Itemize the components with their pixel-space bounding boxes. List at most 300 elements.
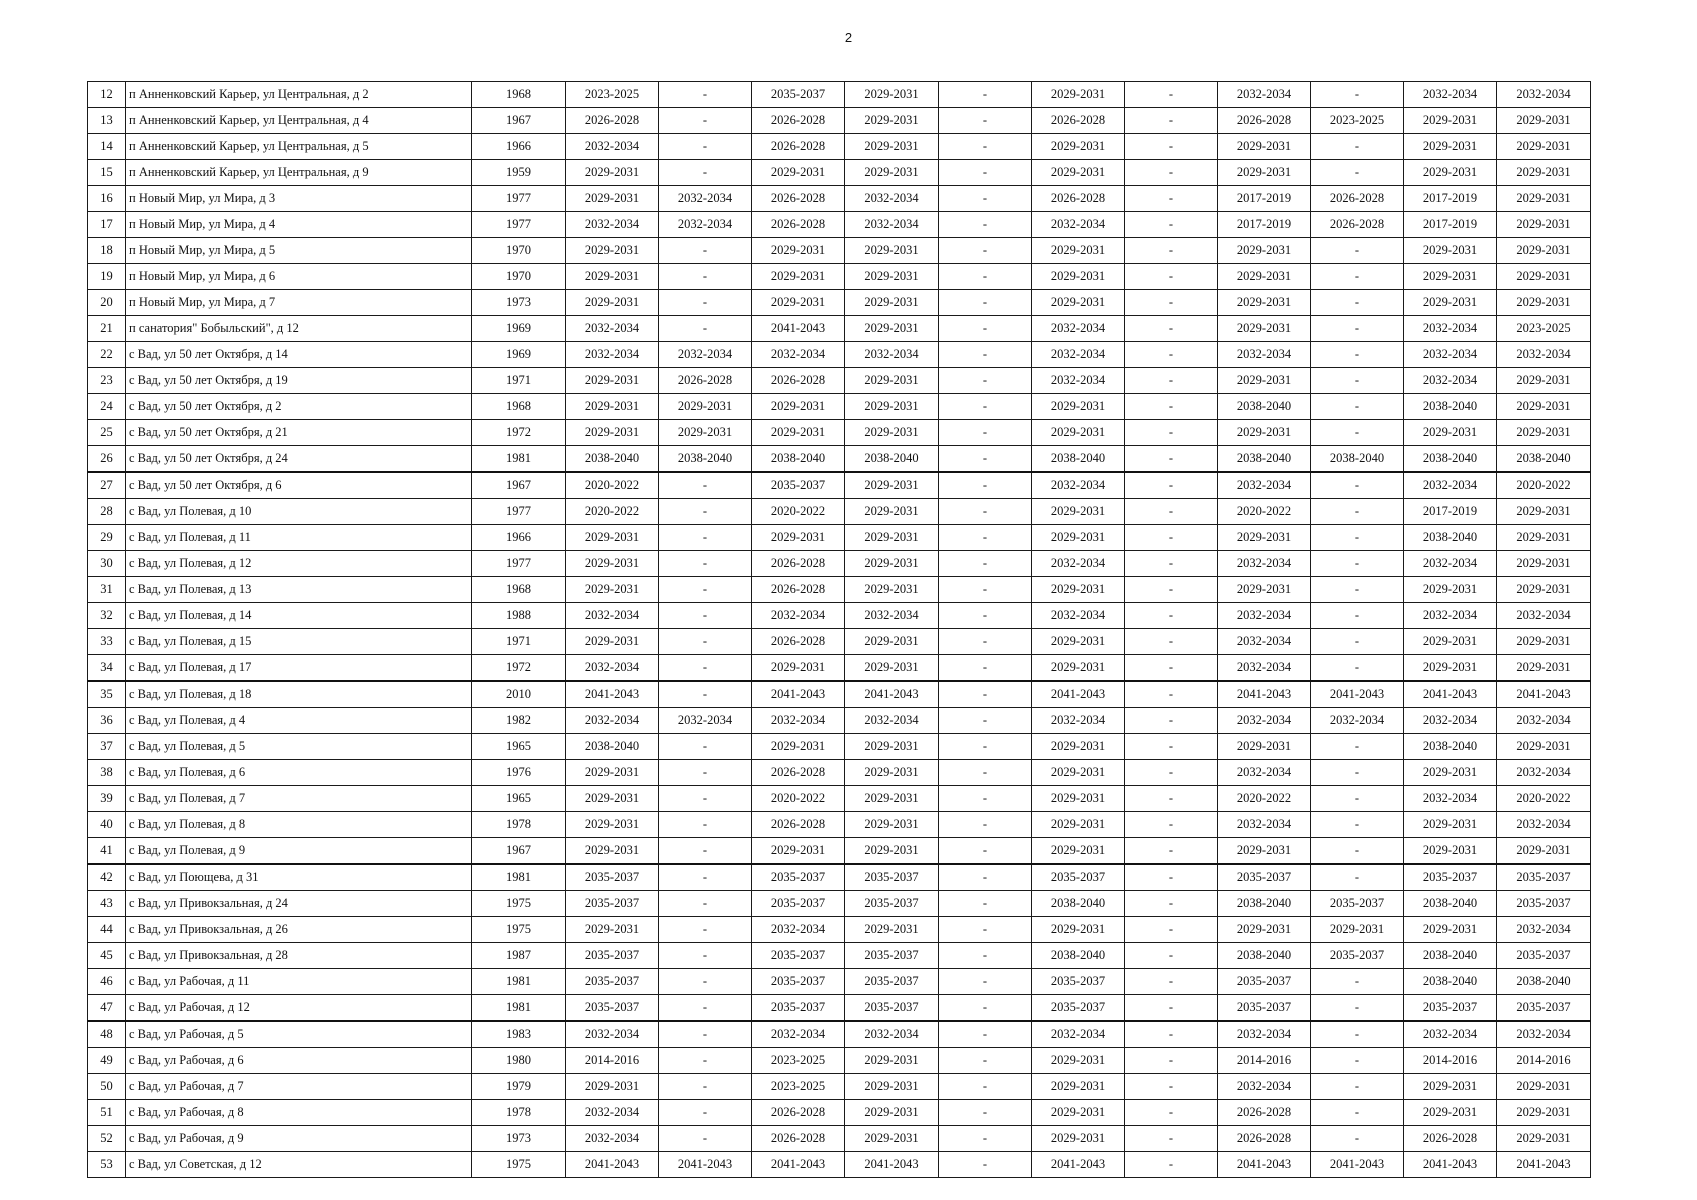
cell-period-10: 2032-2034 xyxy=(1404,786,1497,812)
cell-period-5: - xyxy=(939,891,1032,917)
cell-period-4: 2029-2031 xyxy=(845,82,939,108)
cell-period-11: 2032-2034 xyxy=(1497,82,1591,108)
cell-period-7: - xyxy=(1125,472,1218,499)
cell-period-1: 2035-2037 xyxy=(566,969,659,995)
cell-period-1: 2029-2031 xyxy=(566,629,659,655)
cell-period-11: 2029-2031 xyxy=(1497,264,1591,290)
cell-period-6: 2029-2031 xyxy=(1032,290,1125,316)
cell-period-1: 2032-2034 xyxy=(566,1100,659,1126)
cell-period-9: - xyxy=(1311,394,1404,420)
cell-period-6: 2032-2034 xyxy=(1032,551,1125,577)
table-row xyxy=(88,917,1591,943)
cell-period-3: 2035-2037 xyxy=(752,472,845,499)
cell-period-9: - xyxy=(1311,1048,1404,1074)
cell-year-built: 1972 xyxy=(472,655,566,682)
cell-period-3: 2038-2040 xyxy=(752,446,845,473)
table-row xyxy=(88,420,1591,446)
cell-year-built: 1977 xyxy=(472,551,566,577)
cell-year-built: 1969 xyxy=(472,342,566,368)
cell-row-number: 35 xyxy=(88,681,126,708)
cell-period-8: 2038-2040 xyxy=(1218,446,1311,473)
cell-period-11: 2038-2040 xyxy=(1497,446,1591,473)
cell-period-6: 2029-2031 xyxy=(1032,1100,1125,1126)
cell-period-10: 2017-2019 xyxy=(1404,212,1497,238)
cell-period-7: - xyxy=(1125,786,1218,812)
cell-year-built: 1981 xyxy=(472,864,566,891)
cell-period-2: - xyxy=(659,525,752,551)
cell-period-2: 2041-2043 xyxy=(659,1152,752,1178)
cell-period-9: - xyxy=(1311,499,1404,525)
cell-period-6: 2029-2031 xyxy=(1032,812,1125,838)
cell-year-built: 1968 xyxy=(472,82,566,108)
cell-period-2: 2026-2028 xyxy=(659,368,752,394)
cell-address: с Вад, ул Рабочая, д 7 xyxy=(126,1074,472,1100)
cell-period-10: 2038-2040 xyxy=(1404,525,1497,551)
cell-period-1: 2038-2040 xyxy=(566,446,659,473)
cell-period-1: 2026-2028 xyxy=(566,108,659,134)
cell-address: с Вад, ул Полевая, д 15 xyxy=(126,629,472,655)
cell-period-4: 2035-2037 xyxy=(845,995,939,1022)
cell-address: с Вад, ул Полевая, д 6 xyxy=(126,760,472,786)
cell-period-6: 2029-2031 xyxy=(1032,134,1125,160)
cell-period-11: 2029-2031 xyxy=(1497,290,1591,316)
cell-period-5: - xyxy=(939,917,1032,943)
cell-address: с Вад, ул Советская, д 12 xyxy=(126,1152,472,1178)
cell-period-10: 2032-2034 xyxy=(1404,708,1497,734)
cell-year-built: 2010 xyxy=(472,681,566,708)
cell-period-1: 2023-2025 xyxy=(566,82,659,108)
cell-row-number: 41 xyxy=(88,838,126,865)
cell-period-4: 2029-2031 xyxy=(845,1074,939,1100)
cell-period-6: 2029-2031 xyxy=(1032,1126,1125,1152)
cell-period-1: 2032-2034 xyxy=(566,1021,659,1048)
cell-period-2: - xyxy=(659,629,752,655)
cell-period-3: 2035-2037 xyxy=(752,891,845,917)
cell-period-2: - xyxy=(659,969,752,995)
cell-period-2: - xyxy=(659,655,752,682)
cell-period-1: 2032-2034 xyxy=(566,1126,659,1152)
cell-period-6: 2029-2031 xyxy=(1032,499,1125,525)
cell-period-9: - xyxy=(1311,238,1404,264)
cell-period-1: 2029-2031 xyxy=(566,786,659,812)
table-row xyxy=(88,238,1591,264)
cell-period-8: 2035-2037 xyxy=(1218,969,1311,995)
cell-period-7: - xyxy=(1125,734,1218,760)
cell-address: с Вад, ул Полевая, д 10 xyxy=(126,499,472,525)
table-row xyxy=(88,394,1591,420)
cell-period-5: - xyxy=(939,681,1032,708)
cell-address: п санатория" Бобыльский", д 12 xyxy=(126,316,472,342)
cell-address: п Анненковский Карьер, ул Центральная, д 5 xyxy=(126,134,472,160)
cell-period-1: 2032-2034 xyxy=(566,212,659,238)
cell-period-6: 2029-2031 xyxy=(1032,655,1125,682)
cell-period-2: 2032-2034 xyxy=(659,186,752,212)
cell-period-4: 2029-2031 xyxy=(845,577,939,603)
cell-year-built: 1988 xyxy=(472,603,566,629)
cell-year-built: 1967 xyxy=(472,108,566,134)
cell-period-5: - xyxy=(939,186,1032,212)
cell-period-5: - xyxy=(939,708,1032,734)
cell-period-1: 2032-2034 xyxy=(566,342,659,368)
cell-period-9: - xyxy=(1311,786,1404,812)
cell-period-1: 2035-2037 xyxy=(566,864,659,891)
page-number: 2 xyxy=(844,30,853,45)
table-row xyxy=(88,264,1591,290)
cell-period-11: 2029-2031 xyxy=(1497,525,1591,551)
cell-row-number: 15 xyxy=(88,160,126,186)
cell-address: с Вад, ул 50 лет Октября, д 24 xyxy=(126,446,472,473)
cell-period-8: 2032-2034 xyxy=(1218,472,1311,499)
cell-period-5: - xyxy=(939,969,1032,995)
cell-period-4: 2029-2031 xyxy=(845,394,939,420)
cell-period-3: 2029-2031 xyxy=(752,264,845,290)
table-row xyxy=(88,1100,1591,1126)
cell-period-5: - xyxy=(939,864,1032,891)
cell-period-3: 2041-2043 xyxy=(752,681,845,708)
cell-period-9: - xyxy=(1311,472,1404,499)
cell-period-3: 2041-2043 xyxy=(752,1152,845,1178)
cell-period-3: 2029-2031 xyxy=(752,838,845,865)
cell-period-7: - xyxy=(1125,446,1218,473)
cell-period-6: 2026-2028 xyxy=(1032,108,1125,134)
cell-period-10: 2032-2034 xyxy=(1404,1021,1497,1048)
cell-period-2: - xyxy=(659,864,752,891)
cell-period-6: 2029-2031 xyxy=(1032,1074,1125,1100)
cell-period-5: - xyxy=(939,394,1032,420)
cell-year-built: 1970 xyxy=(472,264,566,290)
cell-year-built: 1971 xyxy=(472,368,566,394)
cell-period-4: 2029-2031 xyxy=(845,1048,939,1074)
cell-period-4: 2029-2031 xyxy=(845,760,939,786)
cell-period-11: 2029-2031 xyxy=(1497,238,1591,264)
table-row xyxy=(88,786,1591,812)
cell-period-7: - xyxy=(1125,82,1218,108)
cell-year-built: 1968 xyxy=(472,577,566,603)
table-row xyxy=(88,864,1591,891)
cell-row-number: 49 xyxy=(88,1048,126,1074)
cell-address: п Анненковский Карьер, ул Центральная, д 2 xyxy=(126,82,472,108)
cell-period-9: - xyxy=(1311,134,1404,160)
table-row xyxy=(88,316,1591,342)
table-row xyxy=(88,891,1591,917)
cell-period-5: - xyxy=(939,238,1032,264)
cell-period-9: - xyxy=(1311,342,1404,368)
cell-period-11: 2038-2040 xyxy=(1497,969,1591,995)
cell-period-8: 2029-2031 xyxy=(1218,917,1311,943)
cell-period-2: - xyxy=(659,1074,752,1100)
cell-period-9: - xyxy=(1311,655,1404,682)
cell-period-10: 2032-2034 xyxy=(1404,551,1497,577)
cell-row-number: 37 xyxy=(88,734,126,760)
cell-period-11: 2035-2037 xyxy=(1497,943,1591,969)
cell-period-4: 2029-2031 xyxy=(845,812,939,838)
cell-period-6: 2029-2031 xyxy=(1032,394,1125,420)
cell-period-4: 2029-2031 xyxy=(845,134,939,160)
cell-period-2: - xyxy=(659,1100,752,1126)
cell-period-7: - xyxy=(1125,108,1218,134)
cell-period-8: 2029-2031 xyxy=(1218,838,1311,865)
cell-period-4: 2029-2031 xyxy=(845,316,939,342)
cell-period-1: 2035-2037 xyxy=(566,995,659,1022)
cell-period-7: - xyxy=(1125,264,1218,290)
cell-period-3: 2029-2031 xyxy=(752,420,845,446)
cell-period-4: 2032-2034 xyxy=(845,186,939,212)
cell-period-5: - xyxy=(939,655,1032,682)
cell-period-1: 2038-2040 xyxy=(566,734,659,760)
cell-period-9: - xyxy=(1311,264,1404,290)
cell-period-5: - xyxy=(939,812,1032,838)
cell-period-10: 2014-2016 xyxy=(1404,1048,1497,1074)
cell-period-9: - xyxy=(1311,629,1404,655)
cell-period-9: - xyxy=(1311,316,1404,342)
cell-period-1: 2029-2031 xyxy=(566,186,659,212)
cell-period-1: 2032-2034 xyxy=(566,603,659,629)
cell-address: с Вад, ул 50 лет Октября, д 19 xyxy=(126,368,472,394)
cell-period-7: - xyxy=(1125,1048,1218,1074)
cell-row-number: 16 xyxy=(88,186,126,212)
cell-address: п Новый Мир, ул Мира, д 7 xyxy=(126,290,472,316)
cell-period-4: 2029-2031 xyxy=(845,551,939,577)
cell-year-built: 1968 xyxy=(472,394,566,420)
cell-year-built: 1981 xyxy=(472,995,566,1022)
cell-period-8: 2032-2034 xyxy=(1218,342,1311,368)
cell-period-4: 2029-2031 xyxy=(845,1100,939,1126)
cell-period-8: 2035-2037 xyxy=(1218,995,1311,1022)
cell-period-5: - xyxy=(939,1074,1032,1100)
cell-period-5: - xyxy=(939,760,1032,786)
cell-period-10: 2029-2031 xyxy=(1404,1100,1497,1126)
cell-period-3: 2029-2031 xyxy=(752,394,845,420)
cell-period-8: 2041-2043 xyxy=(1218,1152,1311,1178)
cell-year-built: 1967 xyxy=(472,472,566,499)
cell-period-10: 2032-2034 xyxy=(1404,316,1497,342)
cell-period-11: 2035-2037 xyxy=(1497,864,1591,891)
cell-period-8: 2032-2034 xyxy=(1218,551,1311,577)
cell-address: п Анненковский Карьер, ул Центральная, д 4 xyxy=(126,108,472,134)
table-row xyxy=(88,1021,1591,1048)
cell-period-4: 2041-2043 xyxy=(845,1152,939,1178)
cell-period-8: 2029-2031 xyxy=(1218,734,1311,760)
table-row xyxy=(88,995,1591,1022)
cell-period-2: 2032-2034 xyxy=(659,212,752,238)
cell-period-2: 2038-2040 xyxy=(659,446,752,473)
cell-row-number: 53 xyxy=(88,1152,126,1178)
cell-period-10: 2029-2031 xyxy=(1404,134,1497,160)
cell-period-10: 2038-2040 xyxy=(1404,394,1497,420)
cell-period-5: - xyxy=(939,629,1032,655)
cell-period-7: - xyxy=(1125,943,1218,969)
table-row xyxy=(88,1048,1591,1074)
cell-period-1: 2032-2034 xyxy=(566,708,659,734)
cell-period-10: 2029-2031 xyxy=(1404,290,1497,316)
cell-period-3: 2026-2028 xyxy=(752,186,845,212)
cell-period-5: - xyxy=(939,943,1032,969)
cell-row-number: 25 xyxy=(88,420,126,446)
cell-period-9: 2038-2040 xyxy=(1311,446,1404,473)
cell-period-2: - xyxy=(659,264,752,290)
cell-period-4: 2041-2043 xyxy=(845,681,939,708)
cell-row-number: 29 xyxy=(88,525,126,551)
cell-period-4: 2029-2031 xyxy=(845,917,939,943)
cell-period-2: 2029-2031 xyxy=(659,394,752,420)
table-row xyxy=(88,655,1591,682)
cell-row-number: 51 xyxy=(88,1100,126,1126)
cell-year-built: 1978 xyxy=(472,1100,566,1126)
cell-address: п Анненковский Карьер, ул Центральная, д 9 xyxy=(126,160,472,186)
cell-period-8: 2032-2034 xyxy=(1218,655,1311,682)
cell-period-1: 2029-2031 xyxy=(566,420,659,446)
cell-period-1: 2032-2034 xyxy=(566,316,659,342)
cell-row-number: 14 xyxy=(88,134,126,160)
cell-period-6: 2029-2031 xyxy=(1032,786,1125,812)
table-row xyxy=(88,186,1591,212)
cell-period-8: 2026-2028 xyxy=(1218,1100,1311,1126)
cell-address: с Вад, ул 50 лет Октября, д 6 xyxy=(126,472,472,499)
cell-period-9: 2032-2034 xyxy=(1311,708,1404,734)
cell-period-7: - xyxy=(1125,1021,1218,1048)
cell-period-4: 2032-2034 xyxy=(845,603,939,629)
cell-period-7: - xyxy=(1125,603,1218,629)
cell-row-number: 30 xyxy=(88,551,126,577)
cell-period-8: 2020-2022 xyxy=(1218,786,1311,812)
cell-period-7: - xyxy=(1125,420,1218,446)
cell-period-1: 2032-2034 xyxy=(566,134,659,160)
cell-period-5: - xyxy=(939,316,1032,342)
cell-row-number: 40 xyxy=(88,812,126,838)
cell-period-9: - xyxy=(1311,1100,1404,1126)
cell-period-8: 2038-2040 xyxy=(1218,891,1311,917)
cell-period-1: 2029-2031 xyxy=(566,525,659,551)
cell-address: с Вад, ул Полевая, д 18 xyxy=(126,681,472,708)
cell-period-5: - xyxy=(939,1152,1032,1178)
cell-period-9: - xyxy=(1311,603,1404,629)
cell-period-5: - xyxy=(939,134,1032,160)
cell-period-9: - xyxy=(1311,368,1404,394)
cell-row-number: 45 xyxy=(88,943,126,969)
cell-period-10: 2029-2031 xyxy=(1404,838,1497,865)
cell-period-11: 2032-2034 xyxy=(1497,1021,1591,1048)
cell-period-10: 2029-2031 xyxy=(1404,420,1497,446)
table-row xyxy=(88,446,1591,473)
cell-period-8: 2041-2043 xyxy=(1218,681,1311,708)
cell-period-2: - xyxy=(659,134,752,160)
cell-period-7: - xyxy=(1125,186,1218,212)
cell-period-11: 2029-2031 xyxy=(1497,655,1591,682)
cell-period-5: - xyxy=(939,446,1032,473)
cell-row-number: 13 xyxy=(88,108,126,134)
cell-period-9: 2029-2031 xyxy=(1311,917,1404,943)
table-row xyxy=(88,969,1591,995)
cell-period-6: 2035-2037 xyxy=(1032,969,1125,995)
cell-period-10: 2032-2034 xyxy=(1404,342,1497,368)
cell-address: с Вад, ул Полевая, д 9 xyxy=(126,838,472,865)
cell-period-6: 2029-2031 xyxy=(1032,160,1125,186)
cell-year-built: 1987 xyxy=(472,943,566,969)
table-row xyxy=(88,212,1591,238)
cell-period-3: 2035-2037 xyxy=(752,995,845,1022)
cell-row-number: 23 xyxy=(88,368,126,394)
cell-row-number: 34 xyxy=(88,655,126,682)
cell-period-1: 2029-2031 xyxy=(566,238,659,264)
cell-period-8: 2026-2028 xyxy=(1218,108,1311,134)
cell-period-4: 2029-2031 xyxy=(845,160,939,186)
cell-address: с Вад, ул Привокзальная, д 28 xyxy=(126,943,472,969)
cell-period-7: - xyxy=(1125,290,1218,316)
cell-period-1: 2029-2031 xyxy=(566,160,659,186)
table-row xyxy=(88,134,1591,160)
cell-period-10: 2017-2019 xyxy=(1404,186,1497,212)
cell-year-built: 1981 xyxy=(472,446,566,473)
cell-period-2: - xyxy=(659,760,752,786)
cell-period-6: 2029-2031 xyxy=(1032,917,1125,943)
cell-row-number: 33 xyxy=(88,629,126,655)
cell-period-3: 2026-2028 xyxy=(752,812,845,838)
cell-period-8: 2029-2031 xyxy=(1218,160,1311,186)
cell-year-built: 1981 xyxy=(472,969,566,995)
cell-period-1: 2041-2043 xyxy=(566,1152,659,1178)
cell-period-11: 2032-2034 xyxy=(1497,760,1591,786)
cell-row-number: 42 xyxy=(88,864,126,891)
cell-period-9: 2035-2037 xyxy=(1311,943,1404,969)
cell-period-10: 2029-2031 xyxy=(1404,1074,1497,1100)
cell-address: с Вад, ул Полевая, д 12 xyxy=(126,551,472,577)
cell-period-5: - xyxy=(939,577,1032,603)
cell-row-number: 44 xyxy=(88,917,126,943)
cell-period-4: 2032-2034 xyxy=(845,708,939,734)
cell-period-4: 2032-2034 xyxy=(845,212,939,238)
cell-year-built: 1970 xyxy=(472,238,566,264)
cell-period-8: 2020-2022 xyxy=(1218,499,1311,525)
cell-period-9: - xyxy=(1311,760,1404,786)
cell-period-4: 2029-2031 xyxy=(845,1126,939,1152)
table-row xyxy=(88,82,1591,108)
cell-year-built: 1978 xyxy=(472,812,566,838)
cell-period-3: 2026-2028 xyxy=(752,577,845,603)
cell-period-6: 2041-2043 xyxy=(1032,1152,1125,1178)
cell-period-4: 2038-2040 xyxy=(845,446,939,473)
cell-period-2: - xyxy=(659,681,752,708)
cell-period-9: - xyxy=(1311,864,1404,891)
table-row xyxy=(88,472,1591,499)
cell-period-6: 2026-2028 xyxy=(1032,186,1125,212)
cell-period-11: 2029-2031 xyxy=(1497,212,1591,238)
cell-period-11: 2029-2031 xyxy=(1497,1100,1591,1126)
cell-year-built: 1977 xyxy=(472,186,566,212)
cell-row-number: 52 xyxy=(88,1126,126,1152)
cell-row-number: 18 xyxy=(88,238,126,264)
cell-period-7: - xyxy=(1125,134,1218,160)
cell-year-built: 1967 xyxy=(472,838,566,865)
cell-address: с Вад, ул 50 лет Октября, д 14 xyxy=(126,342,472,368)
cell-period-6: 2032-2034 xyxy=(1032,212,1125,238)
cell-year-built: 1959 xyxy=(472,160,566,186)
cell-period-8: 2029-2031 xyxy=(1218,134,1311,160)
cell-row-number: 39 xyxy=(88,786,126,812)
cell-period-2: - xyxy=(659,160,752,186)
cell-period-6: 2029-2031 xyxy=(1032,577,1125,603)
cell-row-number: 36 xyxy=(88,708,126,734)
cell-period-2: - xyxy=(659,1048,752,1074)
table-row xyxy=(88,525,1591,551)
cell-period-4: 2029-2031 xyxy=(845,368,939,394)
cell-period-7: - xyxy=(1125,838,1218,865)
cell-period-10: 2038-2040 xyxy=(1404,734,1497,760)
cell-period-2: - xyxy=(659,499,752,525)
cell-period-11: 2035-2037 xyxy=(1497,891,1591,917)
table-row xyxy=(88,577,1591,603)
cell-period-11: 2032-2034 xyxy=(1497,342,1591,368)
cell-period-2: - xyxy=(659,943,752,969)
